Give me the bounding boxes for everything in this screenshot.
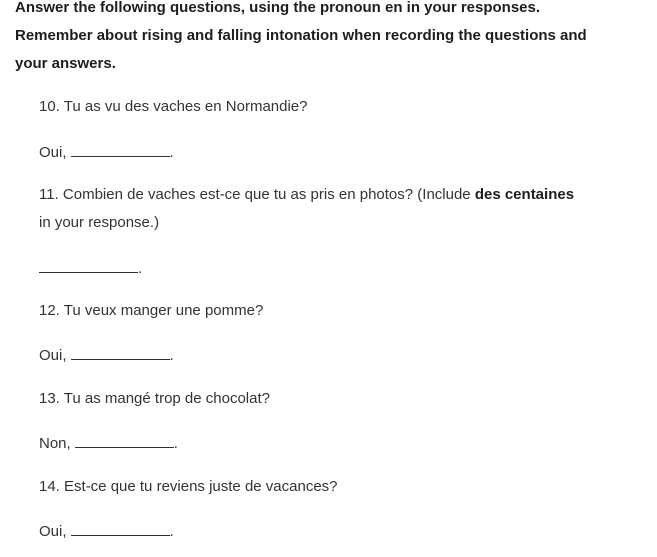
answer-13-blank[interactable] bbox=[75, 433, 174, 448]
question-11-text-cont: in your response.) bbox=[39, 214, 160, 231]
answer-10-prefix: Oui, bbox=[39, 144, 67, 161]
answer-14-suffix: . bbox=[169, 523, 174, 540]
question-11-text: 11. Combien de vaches est-ce que tu as pris en photos? (Include bbox=[39, 186, 475, 203]
answer-10 bbox=[39, 142, 174, 164]
answer-11-suffix: . bbox=[138, 260, 143, 277]
question-11-bold: des centaines bbox=[474, 186, 575, 203]
answer-13-suffix: . bbox=[173, 435, 178, 452]
question-11 bbox=[39, 181, 619, 237]
answer-10-suffix: . bbox=[169, 144, 174, 161]
answer-13 bbox=[39, 433, 178, 455]
instructions bbox=[15, 0, 635, 78]
answer-12 bbox=[39, 345, 174, 367]
answer-11 bbox=[39, 258, 142, 280]
instructions-line-3: your answers. bbox=[15, 55, 116, 72]
answer-11-blank[interactable] bbox=[39, 258, 138, 273]
question-10: 10. Tu as vu des vaches en Normandie? bbox=[39, 98, 308, 115]
answer-14-blank[interactable] bbox=[71, 521, 170, 536]
instructions-line-2: Remember about rising and falling intonation when recording the questions and bbox=[15, 27, 587, 44]
question-14: 14. Est-ce que tu reviens juste de vacances? bbox=[39, 478, 338, 495]
question-13: 13. Tu as mangé trop de chocolat? bbox=[39, 390, 270, 407]
answer-12-blank[interactable] bbox=[71, 345, 170, 360]
answer-13-prefix: Non, bbox=[39, 435, 71, 452]
answer-10-blank[interactable] bbox=[71, 142, 170, 157]
instructions-line-1: Answer the following questions, using the pronoun en in your responses. bbox=[15, 0, 541, 16]
answer-14-prefix: Oui, bbox=[39, 523, 67, 540]
answer-12-prefix: Oui, bbox=[39, 347, 67, 364]
answer-14 bbox=[39, 521, 174, 543]
question-12: 12. Tu veux manger une pomme? bbox=[39, 302, 264, 319]
answer-12-suffix: . bbox=[169, 347, 174, 364]
